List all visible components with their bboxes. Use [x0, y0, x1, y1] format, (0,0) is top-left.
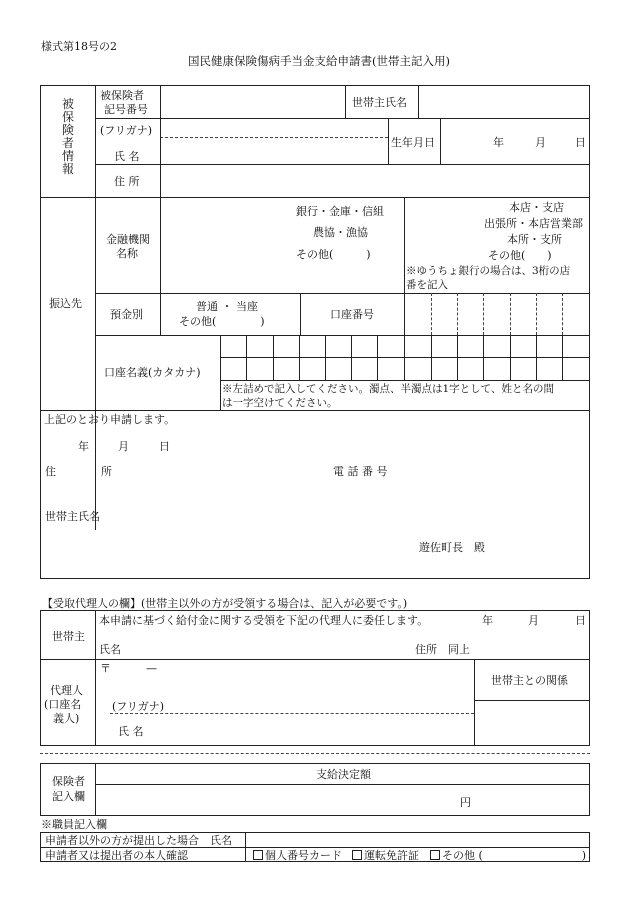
- yucho-note-2: 番を記入: [406, 279, 448, 291]
- dob-month: 月: [535, 136, 546, 149]
- relation-label: 世帯主との関係: [491, 674, 568, 687]
- branch-types-2: 出張所・本店営業部: [484, 217, 583, 230]
- proxy-month: 月: [528, 614, 539, 627]
- head-name-field[interactable]: [419, 86, 589, 118]
- transfer-section-label: 振込先: [49, 297, 82, 310]
- checkbox-icon: [253, 850, 263, 860]
- declaration-month: 月: [118, 440, 129, 453]
- proxy-day: 日: [575, 614, 586, 627]
- declaration-text: 上記のとおり申請します。: [44, 413, 176, 426]
- id-option-other[interactable]: その他 ( ): [430, 849, 586, 862]
- branch-types-3: 本所・支所: [507, 233, 562, 246]
- phone-label: 電 話 番 号: [333, 465, 388, 478]
- branch-types-1: 本店・支店: [509, 201, 564, 214]
- dob-label: 生年月日: [391, 136, 435, 149]
- holder-note-2: は一字空けてください。: [222, 397, 338, 409]
- bank-types-1: 銀行・金庫・信組: [296, 205, 384, 218]
- yen-label: 円: [460, 796, 471, 809]
- declaration-year: 年: [78, 440, 89, 453]
- holder-name-label: 口座名義(カタカナ): [104, 366, 201, 379]
- deposit-label: 預金別: [110, 308, 143, 321]
- decision-amount-field[interactable]: [96, 785, 456, 815]
- proxy-head-name-label: 氏名: [99, 643, 121, 656]
- deposit-options-2: その他( ): [179, 315, 265, 328]
- postal-dash: —: [146, 662, 157, 675]
- head-name-label: 世帯主氏名: [352, 96, 407, 109]
- proxy-year: 年: [482, 614, 493, 627]
- address-label: 住 所: [114, 175, 140, 188]
- checkbox-icon: [430, 850, 440, 860]
- agent-label-2: (口座名: [44, 698, 82, 711]
- proxy-address-same: 住所 同上: [415, 643, 470, 656]
- dob-field[interactable]: [441, 119, 589, 164]
- postal-mark: 〒: [100, 662, 111, 675]
- agent-label-1: 代理人: [50, 684, 83, 697]
- proxy-head-label: 世帯主: [52, 630, 85, 643]
- insured-number-label-1: 被保険者: [100, 89, 144, 102]
- account-number-field[interactable]: [405, 294, 589, 335]
- agent-label-3: 義人): [53, 712, 80, 725]
- staff-row1-label: 申請者以外の方が提出した場合 氏名: [45, 834, 232, 847]
- agent-name-label: 氏 名: [118, 725, 144, 738]
- declaration-head-name-label: 世帯主氏名: [45, 510, 100, 523]
- name-label: 氏 名: [114, 150, 140, 163]
- deposit-options-1: 普通 ・ 当座: [196, 300, 258, 313]
- relation-field[interactable]: [475, 701, 589, 745]
- account-number-label: 口座番号: [330, 308, 374, 321]
- staff-row2-label: 申請者又は提出者の本人確認: [45, 849, 188, 862]
- proxy-head-name-field[interactable]: [125, 638, 405, 658]
- institution-label-2: 名称: [116, 247, 138, 260]
- agent-name-field[interactable]: [150, 714, 473, 745]
- decision-label: 支給決定額: [316, 768, 371, 781]
- delegation-text: 本申請に基づく給付金に関する受領を下記の代理人に委任します。: [99, 614, 429, 627]
- yucho-note-1: ※ゆうちょ銀行の場合は、3桁の店: [406, 265, 571, 277]
- institution-name-field[interactable]: [161, 198, 291, 293]
- proxy-section-title: 【受取代理人の欄】(世帯主以外の方が受領する場合は、記入が必要です。): [42, 597, 408, 610]
- submitter-name-field[interactable]: [246, 833, 589, 847]
- form-title: 国民健康保険傷病手当金支給申請書(世帯主記入用): [188, 54, 450, 68]
- institution-label-1: 金融機関: [106, 233, 150, 246]
- staff-section-label: ※職員記入欄: [41, 818, 107, 831]
- name-field[interactable]: [161, 138, 387, 164]
- branch-types-4: その他( ): [488, 249, 552, 262]
- bank-types-2: 農協・漁協: [313, 226, 368, 239]
- form-number: 様式第18号の2: [41, 40, 117, 53]
- addressee: 遊佐町長 殿: [419, 541, 485, 554]
- insured-section-label: 被保険者情報: [61, 97, 74, 176]
- furigana-label: (フリガナ): [100, 124, 153, 137]
- id-option-mynumber[interactable]: 個人番号カード: [253, 849, 342, 862]
- holder-note-1: ※左詰めで記入してください。濁点、半濁点は1字として、姓と名の間: [222, 383, 554, 395]
- declaration-day: 日: [159, 440, 170, 453]
- dob-day: 日: [575, 136, 586, 149]
- insurer-label-1: 保険者: [52, 775, 85, 788]
- agent-address-field[interactable]: [96, 660, 473, 700]
- declaration-address-label-2: 所: [101, 465, 112, 478]
- insured-number-field[interactable]: [161, 86, 344, 118]
- insured-number-label-2: 記号番号: [104, 103, 148, 116]
- agent-furigana-label: (フリガナ): [112, 700, 165, 713]
- insurer-label-2: 記入欄: [52, 790, 85, 803]
- id-option-license[interactable]: 運転免許証: [352, 849, 419, 862]
- holder-name-field[interactable]: [221, 336, 589, 380]
- declaration-address-label-1: 住: [45, 465, 56, 478]
- dob-year: 年: [493, 136, 504, 149]
- bank-types-3: その他( ): [296, 248, 371, 261]
- checkbox-icon: [352, 850, 362, 860]
- furigana-field[interactable]: [161, 119, 387, 137]
- address-field[interactable]: [161, 165, 589, 197]
